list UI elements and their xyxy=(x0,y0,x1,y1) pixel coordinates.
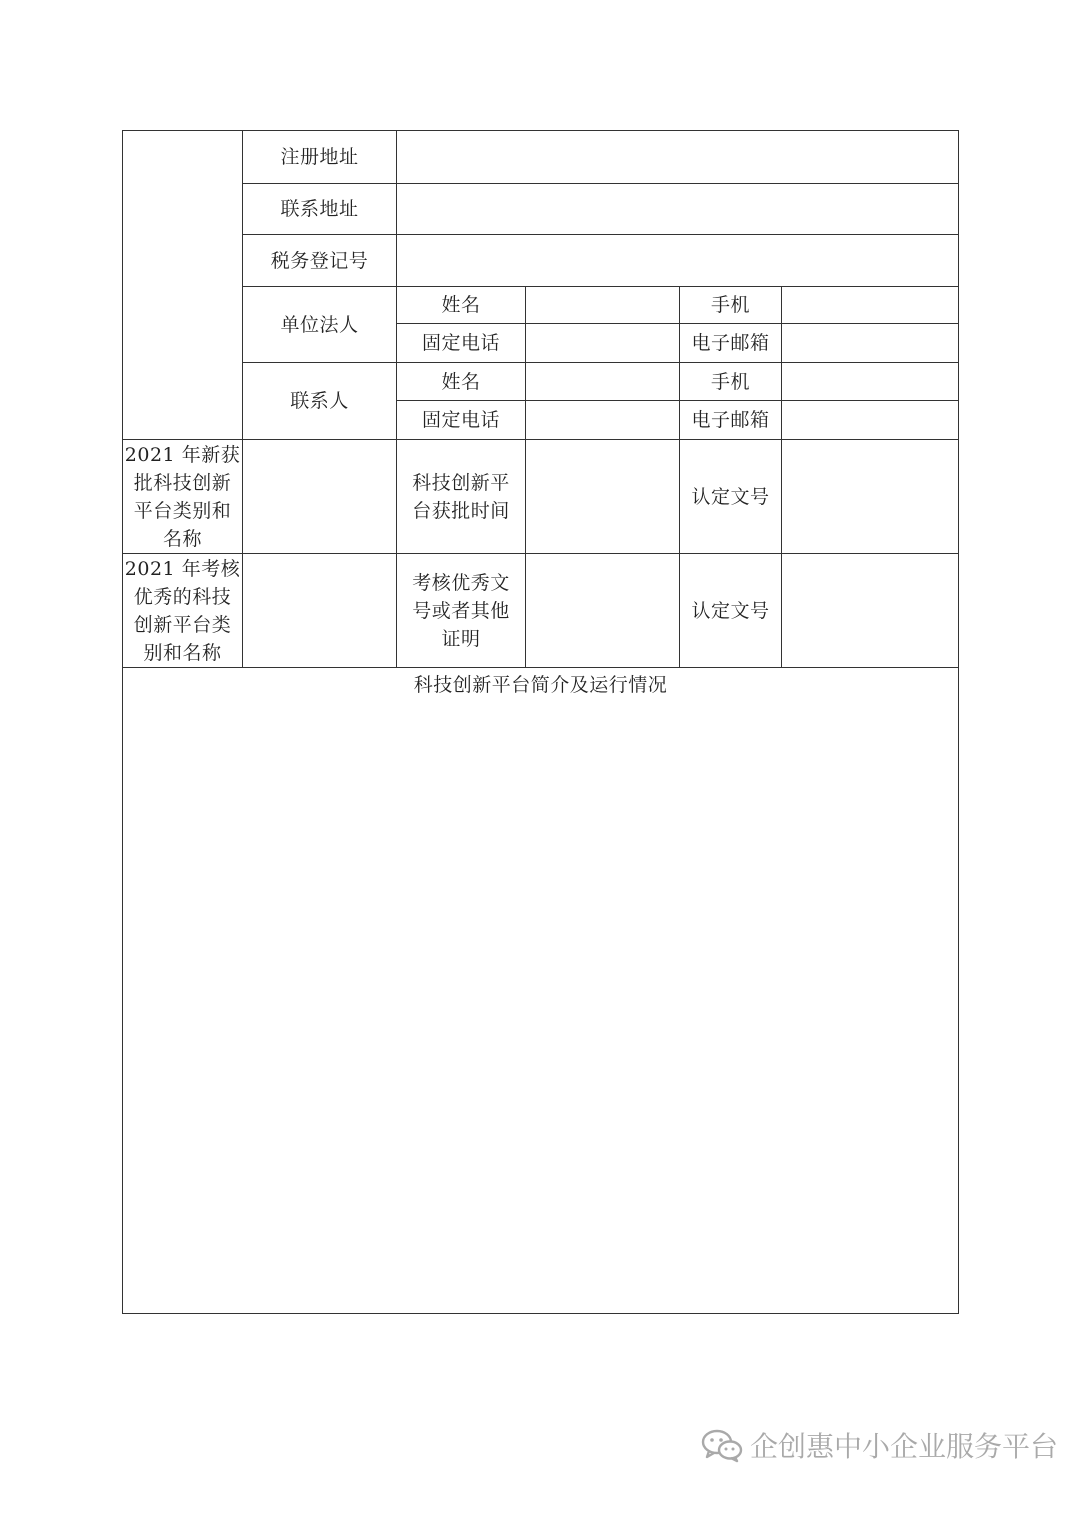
new-platform-label: 2021 年新获 批科技创新 平台类别和 名称 xyxy=(124,443,241,550)
legal-rep-email-field[interactable] xyxy=(782,324,958,362)
excellent-proof-label: 考核优秀文 号或者其他 证明 xyxy=(412,571,510,650)
excellent-doc-no-field[interactable] xyxy=(782,554,958,667)
legal-rep-name-field[interactable] xyxy=(526,287,679,323)
new-platform-doc-no-field[interactable] xyxy=(782,440,958,553)
contact-person-name-field[interactable] xyxy=(526,363,679,400)
legal-rep-landline-field[interactable] xyxy=(526,324,679,362)
excellent-platform-field[interactable] xyxy=(243,554,396,667)
watermark xyxy=(700,1420,1058,1470)
legal-rep-mobile-field[interactable] xyxy=(782,287,958,323)
contact-person-mobile-field[interactable] xyxy=(782,363,958,400)
contact-person-email-label: 电子邮箱 xyxy=(691,409,770,431)
contact-address-label: 联系地址 xyxy=(280,198,359,220)
excellent-doc-no-label: 认定文号 xyxy=(691,599,770,622)
tax-registration-label: 税务登记号 xyxy=(270,249,369,272)
wechat-icon xyxy=(700,1427,744,1463)
table-border-bottom xyxy=(122,1313,959,1314)
contact-person-landline-label: 固定电话 xyxy=(421,409,500,431)
intro-text-area[interactable] xyxy=(123,702,958,1312)
legal-rep-email-label: 电子邮箱 xyxy=(691,332,770,354)
new-platform-doc-no-label: 认定文号 xyxy=(691,485,770,508)
approval-time-label: 科技创新平 台获批时间 xyxy=(412,471,510,522)
intro-section-label: 科技创新平台简介及运行情况 xyxy=(413,674,668,696)
legal-rep-landline-label: 固定电话 xyxy=(421,332,500,354)
registered-address-field[interactable] xyxy=(397,131,958,183)
contact-person-landline-field[interactable] xyxy=(526,401,679,439)
table-line xyxy=(122,667,959,668)
approval-time-field[interactable] xyxy=(526,440,679,553)
contact-person-email-field[interactable] xyxy=(782,401,958,439)
registered-address-label: 注册地址 xyxy=(280,146,359,168)
contact-address-field[interactable] xyxy=(397,184,958,234)
table-border-right xyxy=(958,130,959,1314)
legal-rep-label: 单位法人 xyxy=(280,313,359,336)
contact-person-mobile-label: 手机 xyxy=(710,370,750,393)
excellent-platform-label: 2021 年考核 优秀的科技 创新平台类 别和名称 xyxy=(124,557,241,664)
watermark-text: 企创惠中小企业服务平台 xyxy=(750,1430,1059,1463)
contact-person-name-label: 姓名 xyxy=(441,370,481,393)
legal-rep-mobile-label: 手机 xyxy=(710,294,750,316)
contact-person-label: 联系人 xyxy=(290,390,349,412)
excellent-proof-field[interactable] xyxy=(526,554,679,667)
new-platform-field[interactable] xyxy=(243,440,396,553)
tax-registration-field[interactable] xyxy=(397,235,958,286)
legal-rep-name-label: 姓名 xyxy=(441,294,481,316)
